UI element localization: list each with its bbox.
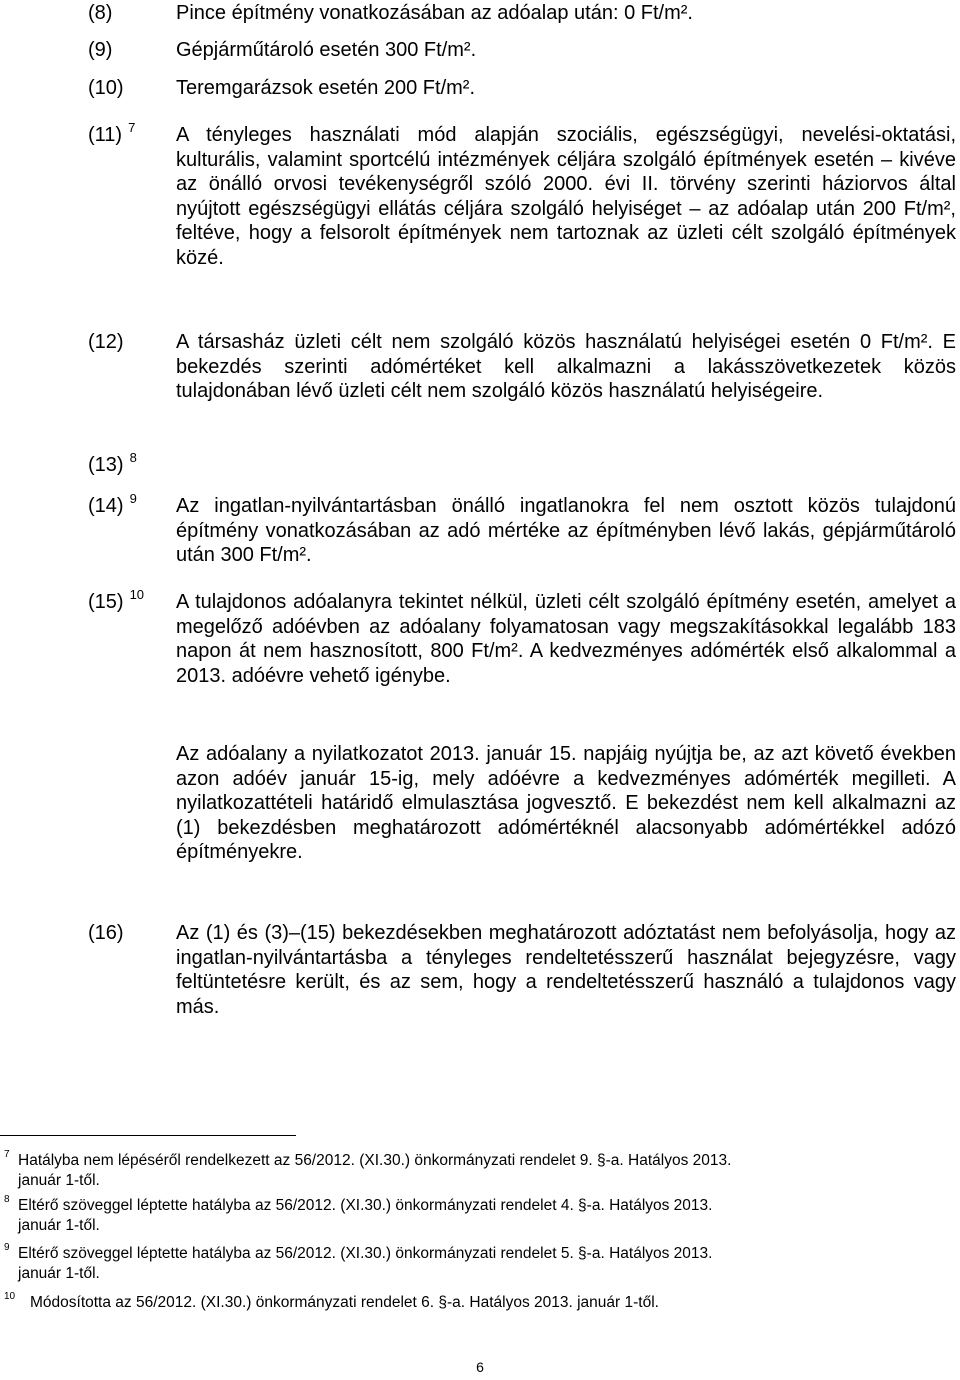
paragraph-text: A tulajdonos adóalanyra tekintet nélkül, üzleti célt szolgáló építmény esetén, amelyet a megelőző adóévben az adóalany folyamatosan vagy megszakításokkal legalább 183 napon át nem hasznosított, 800 Ft/m². A kedvezményes adómérték első alkalommal a 2013. adóévre vehető igénybe.	[176, 591, 956, 687]
page-number: 6	[476, 1359, 484, 1375]
footnote-8	[0, 1196, 958, 1236]
footnote-10	[0, 1293, 958, 1313]
paragraph-text: Gépjárműtároló esetén 300 Ft/m².	[176, 39, 477, 61]
paragraph-number-label: (11)	[88, 124, 123, 146]
paragraph-number	[88, 120, 136, 148]
paragraph-number: (12)	[88, 331, 124, 353]
footnote-7	[0, 1151, 958, 1191]
paragraph-text: A társasház üzleti célt nem szolgáló közös használatú helyiségei esetén 0 Ft/m². E bekezdés szerinti adómértéket kell alkalmazni a lakásszövetkezetek közös tulajdonában lévő üzleti célt nem szolgáló közös használatú helyiségeire.	[176, 331, 956, 402]
footnote-9	[0, 1244, 958, 1284]
footnote-ref[interactable]: 8	[129, 450, 137, 465]
paragraph-text: Az adóalany a nyilatkozatot 2013. január 15. napjáig nyújtja be, az azt követő években azon adóév január 15-ig, mely adóévre a kedvezményes adómérték megilleti. A nyilatkozattételi határidő elmulasztása jogvesztő. E bekezdést nem kell alkalmazni az (1) bekezdésben meghatározott adómértéknél alacsonyabb adómértékkel adózó építményekre.	[176, 743, 956, 863]
paragraph-number	[88, 491, 137, 519]
footnote-ref[interactable]: 7	[128, 120, 136, 135]
footnote-text-continuation: január 1-től.	[18, 1217, 100, 1234]
paragraph-number	[88, 450, 137, 478]
footnote-ref[interactable]: 9	[129, 491, 137, 506]
paragraph-number-label: (13)	[88, 454, 124, 476]
footnote-text: Módosította az 56/2012. (XI.30.) önkormányzati rendelet 6. §-a. Hatályos 2013. január 1-től.	[30, 1294, 659, 1311]
paragraph-text: A tényleges használati mód alapján szociális, egészségügyi, nevelési-oktatási, kulturális, valamint sportcélú intézmények céljára szolgáló építmények esetén – kivéve az önálló orvosi tevékenységről szóló 2000. évi II. törvény szerinti háziorvos által nyújtott egészségügyi ellátás céljára szolgáló helyiséget – az adóalap után 200 Ft/m², feltéve, hogy a felsorolt építmények nem tartoznak az üzleti célt szolgáló építmények közé.	[176, 124, 956, 269]
paragraph-number-label: (14)	[88, 495, 124, 517]
footnote-text: Eltérő szöveggel léptette hatályba az 56/2012. (XI.30.) önkormányzati rendelet 5. §-a. Hatályos 2013.	[18, 1245, 713, 1262]
paragraph-text: Teremgarázsok esetén 200 Ft/m².	[176, 77, 476, 99]
footnote-text-continuation: január 1-től.	[18, 1172, 100, 1189]
footnote-number: 7	[4, 1149, 10, 1160]
footnote-separator	[0, 1135, 296, 1136]
paragraph-number: (16)	[88, 922, 124, 944]
footnote-number: 10	[4, 1291, 16, 1302]
paragraph-number: (8)	[88, 2, 113, 24]
footnote-text: Hatályba nem lépéséről rendelkezett az 56/2012. (XI.30.) önkormányzati rendelet 9. §-a. Hatályos 2013.	[18, 1152, 732, 1169]
footnote-number: 9	[4, 1242, 10, 1253]
paragraph-text: Az (1) és (3)–(15) bekezdésekben meghatározott adóztatást nem befolyásolja, hogy az ingatlan-nyilvántartásba a tényleges rendeltetésszerű használat bejegyzésre, vagy feltüntetésre került, és az sem, hogy a rendeltetésszerű használó a tulajdonos vagy más.	[176, 922, 956, 1018]
paragraph-number: (9)	[88, 39, 113, 61]
paragraph-text: Az ingatlan-nyilvántartásban önálló ingatlanokra fel nem osztott közös tulajdonú építmény vonatkozásában az adó mértéke az építményben lévő lakás, gépjárműtároló után 300 Ft/m².	[176, 495, 956, 566]
paragraph-text: Pince építmény vonatkozásában az adóalap után: 0 Ft/m².	[176, 2, 693, 24]
paragraph-number: (10)	[88, 77, 124, 99]
paragraph-number-label: (15)	[88, 591, 124, 613]
footnote-text: Eltérő szöveggel léptette hatályba az 56/2012. (XI.30.) önkormányzati rendelet 4. §-a. Hatályos 2013.	[18, 1197, 713, 1214]
footnote-text-continuation: január 1-től.	[18, 1265, 100, 1282]
footnote-number: 8	[4, 1194, 10, 1205]
footnote-ref[interactable]: 10	[129, 587, 145, 602]
paragraph-number	[88, 587, 145, 615]
